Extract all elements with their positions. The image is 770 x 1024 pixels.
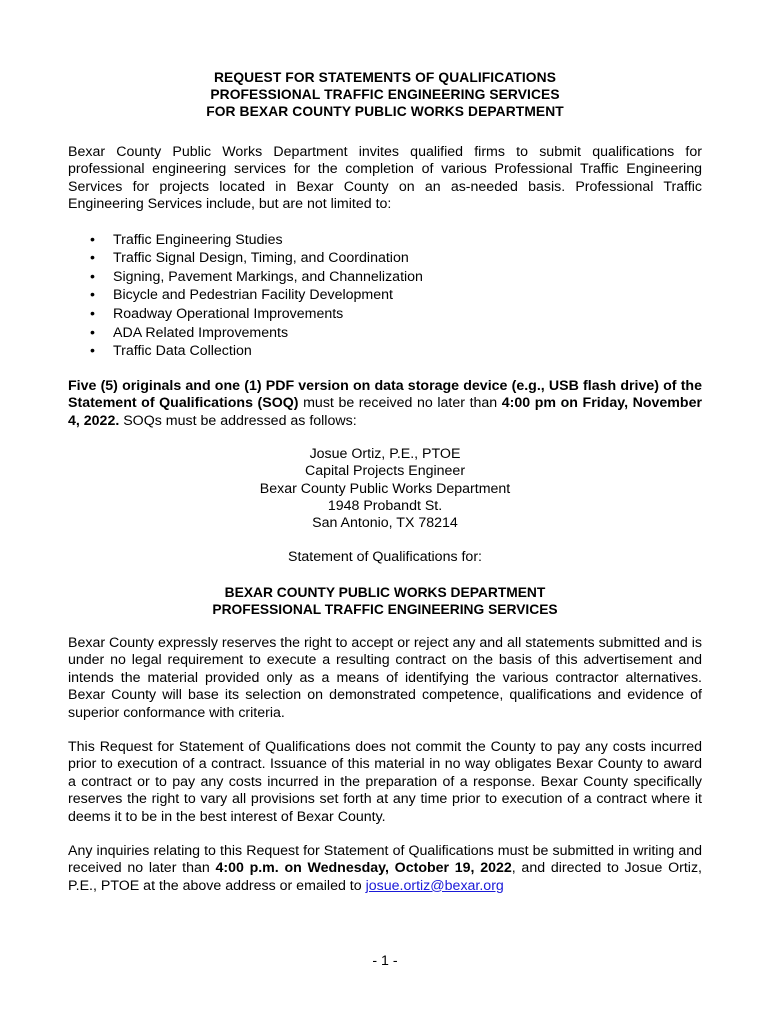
title-line-2: PROFESSIONAL TRAFFIC ENGINEERING SERVICES [210,87,560,102]
service-label: Traffic Signal Design, Timing, and Coordination [113,250,409,267]
deadline-text: must be received no later than [298,395,502,412]
title-line-1: REQUEST FOR STATEMENTS OF QUALIFICATIONS [213,70,557,85]
mailing-address [68,446,702,532]
list-item [86,268,702,287]
project-title-line-1: BEXAR COUNTY PUBLIC WORKS DEPARTMENT [224,584,546,600]
list-item [86,286,702,305]
address-instruction: SOQs must be addressed as follows: [119,412,357,429]
inquiries-text: Any inquiries relating to this Request for Statement of Qualifications must be submitted in writing and received no later than [68,842,702,877]
service-label: ADA Related Improvements [113,324,289,341]
list-item [86,249,702,268]
list-item [86,342,702,361]
service-label: Signing, Pavement Markings, and Channelization [113,268,423,285]
document-title [68,69,702,120]
reservation-paragraph: Bexar County expressly reserves the right to accept or reject any and all statements submitted and is under no legal requirement to execute a resulting contract on the basis of this advertisement and intends the material provided only as a means of identifying the various contractor alternatives. Bexar County will base its selection on demonstrated competence, qualifications and evidence of superior conformance with criteria. [68,634,702,721]
inquiries-due-date: 4:00 p.m. on Wednesday, October 19, 2022 [215,860,512,877]
project-title-line-2: PROFESSIONAL TRAFFIC ENGINEERING SERVICES [212,601,558,617]
bullet-icon: • [90,343,95,360]
contact-title: Capital Projects Engineer [304,463,466,480]
service-label: Traffic Data Collection [113,343,252,360]
bullet-icon: • [90,324,95,341]
bullet-icon: • [90,287,95,304]
submission-requirements: Five (5) originals and one (1) PDF version on data storage device (e.g., USB flash drive) of the Statement of Qualifications (SOQ) [68,377,702,412]
soq-label: Statement of Qualifications for: [288,549,482,566]
bullet-icon: • [90,306,95,322]
bullet-icon: • [90,231,95,248]
page-number: - 1 - [372,953,398,969]
submission-due-date: 4:00 pm on Friday, November 4, 2022. [68,395,702,429]
service-label: Traffic Engineering Studies [113,231,283,248]
service-label: Roadway Operational Improvements [113,306,344,322]
bullet-icon: • [90,250,95,267]
services-list [68,231,702,361]
list-item [86,324,702,343]
city-state-zip: San Antonio, TX 78214 [312,515,458,532]
list-item [86,231,702,250]
title-line-3: FOR BEXAR COUNTY PUBLIC WORKS DEPARTMENT [206,104,564,119]
service-label: Bicycle and Pedestrian Facility Development [113,287,393,304]
list-item [86,305,702,324]
submission-deadline-paragraph [68,378,702,430]
project-title [68,584,702,618]
no-commitment-paragraph: This Request for Statement of Qualifications does not commit the County to pay any costs incurred prior to execution of a contract. Issuance of this material in no way obligates Bexar County to award a contract or to pay any costs incurred in the preparation of a response. Bexar County specifically reserves the right to vary all provisions set forth at any time prior to execution of a contract where it deems it to be in the best interest of Bexar County. [68,738,702,825]
contact-email-link[interactable]: josue.ortiz@bexar.org [365,877,504,894]
inquiries-direction-text: , and directed to Josue Ortiz, P.E., PTOE at the above address or emailed to [68,860,702,894]
street-address: 1948 Probandt St. [327,497,443,514]
intro-paragraph: Bexar County Public Works Department invites qualified firms to submit qualifications for professional engineering services for the completion of various Professional Traffic Engineering Services for projects located in Bexar County on an as-needed basis. Professional Traffic Engineering Services include, but are not limited to: [68,144,702,213]
contact-name: Josue Ortiz, P.E., PTOE [309,446,461,462]
inquiries-paragraph [68,843,702,895]
bullet-icon: • [90,268,95,285]
contact-department: Bexar County Public Works Department [259,480,511,497]
